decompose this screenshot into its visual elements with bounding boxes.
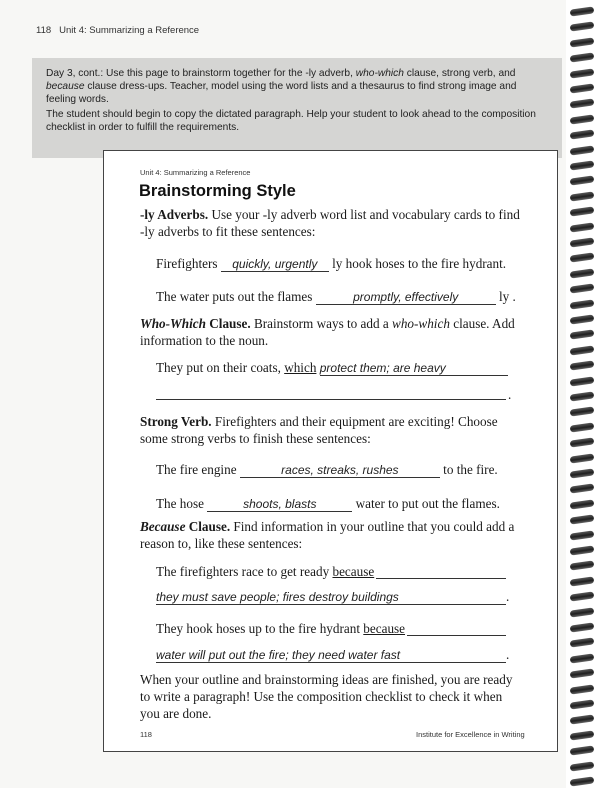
spiral-coil bbox=[570, 6, 595, 16]
spiral-coil bbox=[570, 376, 595, 386]
spiral-coil bbox=[570, 607, 595, 617]
spiral-coil bbox=[570, 207, 595, 217]
spiral-coil bbox=[570, 314, 595, 324]
page-title: Brainstorming Style bbox=[139, 182, 296, 200]
spiral-coil bbox=[570, 361, 595, 371]
spiral-coil bbox=[570, 468, 595, 478]
spiral-coil bbox=[570, 22, 595, 32]
because-sentence-2: They hook hoses up to the fire hydrant because bbox=[156, 621, 406, 636]
ly-adverb-instructions: -ly Adverbs. Use your -ly adverb word list and vocabulary cards to find -ly adverbs to fit these sentences: bbox=[140, 207, 520, 239]
who-which-continuation-line bbox=[156, 399, 506, 400]
running-head bbox=[36, 25, 199, 36]
spiral-coil bbox=[570, 145, 595, 155]
strong-verb-answer-2: shoots, blasts bbox=[207, 497, 352, 512]
spiral-coil bbox=[570, 653, 595, 663]
who-which-answer: protect them; are heavy bbox=[320, 361, 508, 376]
spiral-coil bbox=[570, 515, 595, 525]
spiral-coil bbox=[570, 253, 595, 263]
spiral-coil bbox=[570, 268, 595, 278]
spiral-coil bbox=[570, 68, 595, 78]
spiral-coil bbox=[570, 484, 595, 494]
spiral-coil bbox=[570, 730, 595, 740]
because-line-1 bbox=[376, 578, 506, 579]
spiral-coil bbox=[570, 638, 595, 648]
footer-page-number: 118 bbox=[140, 730, 152, 739]
because-instructions: Because Clause. Find information in your outline that you could add a reason to, like these sentences: bbox=[140, 519, 515, 551]
spiral-coil bbox=[570, 407, 595, 417]
spiral-coil bbox=[570, 237, 595, 247]
who-which-instructions: Who-Which Clause. Brainstorm ways to add a who-which clause. Add information to the noun. bbox=[140, 316, 515, 348]
spiral-coil bbox=[570, 453, 595, 463]
spiral-coil bbox=[570, 99, 595, 109]
teacher-note-paragraph-1: Day 3, cont.: Use this page to brainstorm together for the -ly adverb, who-which clause, strong verb, and because clause dress-ups. Teacher, model using the word lists and a thesaurus to find strong image and feeling words. bbox=[46, 68, 517, 105]
ly-answer-1: quickly, urgently bbox=[221, 257, 329, 272]
spiral-coil bbox=[570, 222, 595, 232]
spiral-coil bbox=[570, 83, 595, 93]
because-line-2 bbox=[407, 635, 506, 636]
spiral-coil bbox=[570, 191, 595, 201]
spiral-coil bbox=[570, 622, 595, 632]
spiral-coil bbox=[570, 391, 595, 401]
spiral-binding bbox=[566, 0, 600, 788]
student-page bbox=[103, 150, 558, 752]
because-answer-1-line: they must save people; fires destroy buildings . bbox=[156, 589, 510, 604]
ly-sentence-1: Firefighters quickly, urgently ly hook hoses to the fire hydrant. bbox=[156, 256, 507, 271]
spiral-coil bbox=[570, 299, 595, 309]
spiral-coil bbox=[570, 699, 595, 709]
closing-paragraph: When your outline and brainstorming ideas are finished, you are ready to write a paragraph! Use the composition checklist to check it when you are done. bbox=[140, 672, 513, 721]
spiral-coil bbox=[570, 592, 595, 602]
strong-verb-instructions: Strong Verb. Firefighters and their equipment are exciting! Choose some strong verbs to finish these sentences: bbox=[140, 414, 498, 446]
strong-verb-answer-1: races, streaks, rushes bbox=[240, 463, 440, 478]
spiral-coil bbox=[570, 530, 595, 540]
spiral-coil bbox=[570, 545, 595, 555]
because-sentence-1: The firefighters race to get ready because bbox=[156, 564, 375, 579]
teacher-note-paragraph-2: The student should begin to copy the dictated paragraph. Help your student to look ahead to the composition checklist in order to fulfill the requirements. bbox=[46, 109, 536, 133]
spiral-coil bbox=[570, 684, 595, 694]
spiral-coil bbox=[570, 176, 595, 186]
spiral-coil bbox=[570, 53, 595, 63]
because-answer-2-line: water will put out the fire; they need water fast . bbox=[156, 647, 510, 662]
spiral-coil bbox=[570, 330, 595, 340]
spiral-coil bbox=[570, 422, 595, 432]
spiral-coil bbox=[570, 576, 595, 586]
spiral-coil bbox=[570, 37, 595, 47]
spiral-coil bbox=[570, 114, 595, 124]
footer-publisher: Institute for Excellence in Writing bbox=[416, 730, 525, 739]
spiral-coil bbox=[570, 715, 595, 725]
unit-title: Unit 4: Summarizing a Reference bbox=[59, 25, 200, 36]
because-answer-2: water will put out the fire; they need water fast bbox=[156, 648, 506, 663]
spiral-coil bbox=[570, 160, 595, 170]
strong-verb-sentence-1: The fire engine races, streaks, rushes to the fire. bbox=[156, 462, 498, 477]
page-number: 118 bbox=[36, 25, 52, 36]
spiral-coil bbox=[570, 761, 595, 771]
ly-sentence-2: The water puts out the flames promptly, effectively ly . bbox=[156, 289, 516, 304]
strong-verb-sentence-2: The hose shoots, blasts water to put out the flames. bbox=[156, 496, 500, 511]
spiral-coil bbox=[570, 561, 595, 571]
period-mark: . bbox=[508, 387, 512, 402]
spiral-coil bbox=[570, 345, 595, 355]
spiral-coil bbox=[570, 669, 595, 679]
spiral-coil bbox=[570, 130, 595, 140]
spiral-coil bbox=[570, 746, 595, 756]
student-running-head: Unit 4: Summarizing a Reference bbox=[140, 168, 251, 177]
spiral-coil bbox=[570, 284, 595, 294]
because-answer-1: they must save people; fires destroy buildings bbox=[156, 590, 506, 605]
spiral-coil bbox=[570, 499, 595, 509]
ly-answer-2: promptly, effectively bbox=[316, 290, 496, 305]
spiral-coil bbox=[570, 438, 595, 448]
spiral-coil bbox=[570, 776, 595, 786]
who-which-sentence-1: They put on their coats, which protect them; are heavy bbox=[156, 360, 508, 376]
teacher-note-box bbox=[32, 58, 562, 158]
